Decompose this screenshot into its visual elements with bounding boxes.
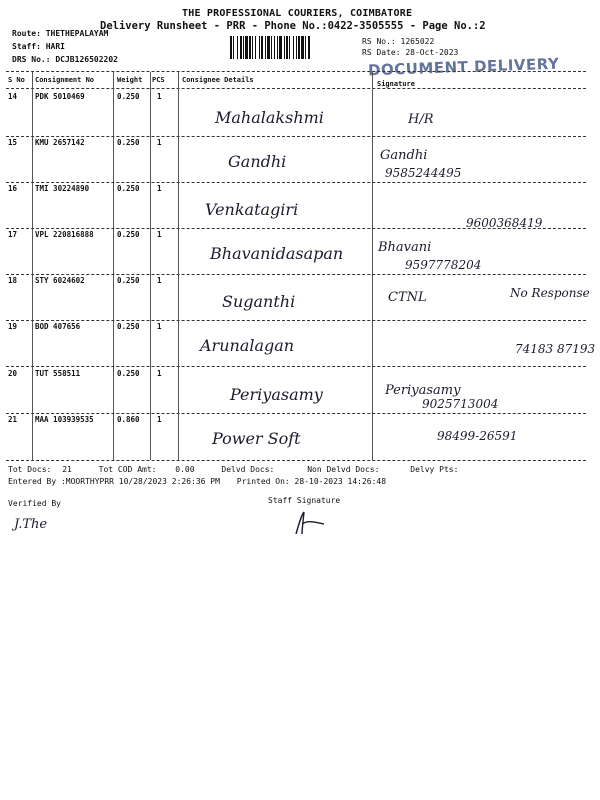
route-value: THETHEPALAYAM xyxy=(45,29,109,38)
col-consignment: Consignment No xyxy=(35,76,95,84)
row-pcs: 1 xyxy=(157,92,162,101)
tot-cod-label: Tot COD Amt: xyxy=(98,465,157,474)
row-sno: 16 xyxy=(8,184,18,193)
row-divider xyxy=(6,274,586,275)
row-phone: 9585244495 xyxy=(385,166,462,180)
row-sno: 17 xyxy=(8,230,18,239)
row-signature: Bhavani xyxy=(378,240,432,255)
row-sno: 15 xyxy=(8,138,18,147)
col-signature: Signature xyxy=(377,80,415,88)
staff-label: Staff: xyxy=(12,42,41,51)
row-pcs: 1 xyxy=(157,230,162,239)
col-pcs: PCS xyxy=(152,76,165,84)
tot-docs-value: 21 xyxy=(62,465,72,474)
col-details: Consignee Details xyxy=(182,76,254,84)
row-weight: 0.250 xyxy=(117,369,140,378)
rs-date-value: 28-Oct-2023 xyxy=(405,48,459,57)
row-consignment: VPL 220816888 xyxy=(35,230,94,239)
rs-date-label: RS Date: xyxy=(362,48,401,57)
row-sno: 14 xyxy=(8,92,18,101)
row-consignee-name: Suganthi xyxy=(222,292,296,311)
row-signature: CTNL xyxy=(388,290,427,305)
tot-docs-label: Tot Docs: xyxy=(8,465,52,474)
row-pcs: 1 xyxy=(157,415,162,424)
row-divider xyxy=(6,136,586,137)
row-pcs: 1 xyxy=(157,276,162,285)
row-phone: No Response xyxy=(510,286,590,300)
row-consignment: MAA 103939535 xyxy=(35,415,94,424)
delvy-pts-label: Delvy Pts: xyxy=(410,465,459,474)
row-consignee-name: Bhavanidasapan xyxy=(210,244,344,263)
row-divider xyxy=(6,413,586,414)
row-weight: 0.250 xyxy=(117,322,140,331)
row-sno: 18 xyxy=(8,276,18,285)
entry-line xyxy=(8,477,386,486)
row-consignee-name: Periyasamy xyxy=(230,385,323,404)
barcode xyxy=(230,36,354,59)
row-divider xyxy=(6,228,586,229)
row-divider xyxy=(6,320,586,321)
row-consignment: STY 6024602 xyxy=(35,276,85,285)
row-consignee-name: Venkatagiri xyxy=(205,200,299,219)
row-consignment: BOD 407656 xyxy=(35,322,81,331)
row-phone: 9600368419 xyxy=(466,216,543,230)
verified-by-label: Verified By xyxy=(8,499,61,508)
row-pcs: 1 xyxy=(157,184,162,193)
col-divider xyxy=(178,72,179,460)
drs-value: DCJB126502202 xyxy=(55,55,118,64)
row-consignment: TUT 558511 xyxy=(35,369,81,378)
drs-line xyxy=(12,55,118,64)
col-divider xyxy=(32,72,33,460)
company-title: THE PROFESSIONAL COURIERS, COIMBATORE xyxy=(182,8,413,19)
row-pcs: 1 xyxy=(157,322,162,331)
col-divider xyxy=(113,72,114,460)
row-consignment: PDK 5010469 xyxy=(35,92,85,101)
row-weight: 0.250 xyxy=(117,138,140,147)
barcode-bar xyxy=(310,36,311,59)
row-consignment: TMI 30224890 xyxy=(35,184,90,193)
row-weight: 0.250 xyxy=(117,276,140,285)
row-divider xyxy=(6,366,586,367)
runsheet-title: Delivery Runsheet - PRR - Phone No.:0422-3505555 - Page No.:2 xyxy=(100,20,486,32)
rs-date-line xyxy=(362,48,458,57)
rs-no-label: RS No.: xyxy=(362,37,396,46)
row-signature: H/R xyxy=(408,112,434,127)
rs-no-value: 1265022 xyxy=(400,37,435,46)
tot-cod-value: 0.00 xyxy=(175,465,195,474)
col-weight: Weight xyxy=(117,76,143,84)
table-header-rule xyxy=(6,88,586,89)
col-divider xyxy=(150,72,151,460)
document-delivery-stamp: DOCUMENT DELIVERY xyxy=(367,54,560,80)
printed-on: Printed On: 28-10-2023 14:26:48 xyxy=(236,477,387,486)
verified-signature: J.The xyxy=(14,517,48,532)
non-delvd-label: Non Delvd Docs: xyxy=(307,465,380,474)
row-consignment: KMU 2657142 xyxy=(35,138,85,147)
row-weight: 0.860 xyxy=(117,415,140,424)
row-weight: 0.250 xyxy=(117,230,140,239)
row-signature: Periyasamy xyxy=(385,383,461,398)
row-signature: Gandhi xyxy=(380,148,428,163)
table-top-rule xyxy=(6,71,586,72)
row-sno: 20 xyxy=(8,369,18,378)
row-pcs: 1 xyxy=(157,369,162,378)
row-sno: 19 xyxy=(8,322,18,331)
staff-signature-mark xyxy=(290,508,330,538)
col-divider xyxy=(372,72,373,460)
row-phone: 9597778204 xyxy=(405,258,482,272)
delvd-docs-label: Delvd Docs: xyxy=(221,465,275,474)
row-consignee-name: Power Soft xyxy=(212,429,301,448)
col-sno: S No xyxy=(8,76,25,84)
row-consignee-name: Arunalagan xyxy=(200,336,295,355)
row-phone: 9025713004 xyxy=(422,397,499,411)
row-sno: 21 xyxy=(8,415,18,424)
route-label: Route: xyxy=(12,29,41,38)
row-phone: 74183 87193 xyxy=(515,342,596,356)
row-divider xyxy=(6,182,586,183)
table-bottom-rule xyxy=(6,460,586,461)
row-weight: 0.250 xyxy=(117,184,140,193)
row-consignee-name: Mahalakshmi xyxy=(215,108,324,127)
rs-no-line xyxy=(362,37,434,46)
staff-line xyxy=(12,42,65,51)
row-phone: 98499-26591 xyxy=(437,429,518,443)
staff-signature-label: Staff Signature xyxy=(268,496,341,505)
drs-label: DRS No.: xyxy=(12,55,51,64)
row-weight: 0.250 xyxy=(117,92,140,101)
row-consignee-name: Gandhi xyxy=(228,152,287,171)
staff-value: HARI xyxy=(45,42,65,51)
entered-by: Entered By :MOORTHYPRR 10/28/2023 2:26:36 PM xyxy=(8,477,220,486)
row-pcs: 1 xyxy=(157,138,162,147)
route-line xyxy=(12,29,108,38)
totals-line xyxy=(8,465,458,474)
